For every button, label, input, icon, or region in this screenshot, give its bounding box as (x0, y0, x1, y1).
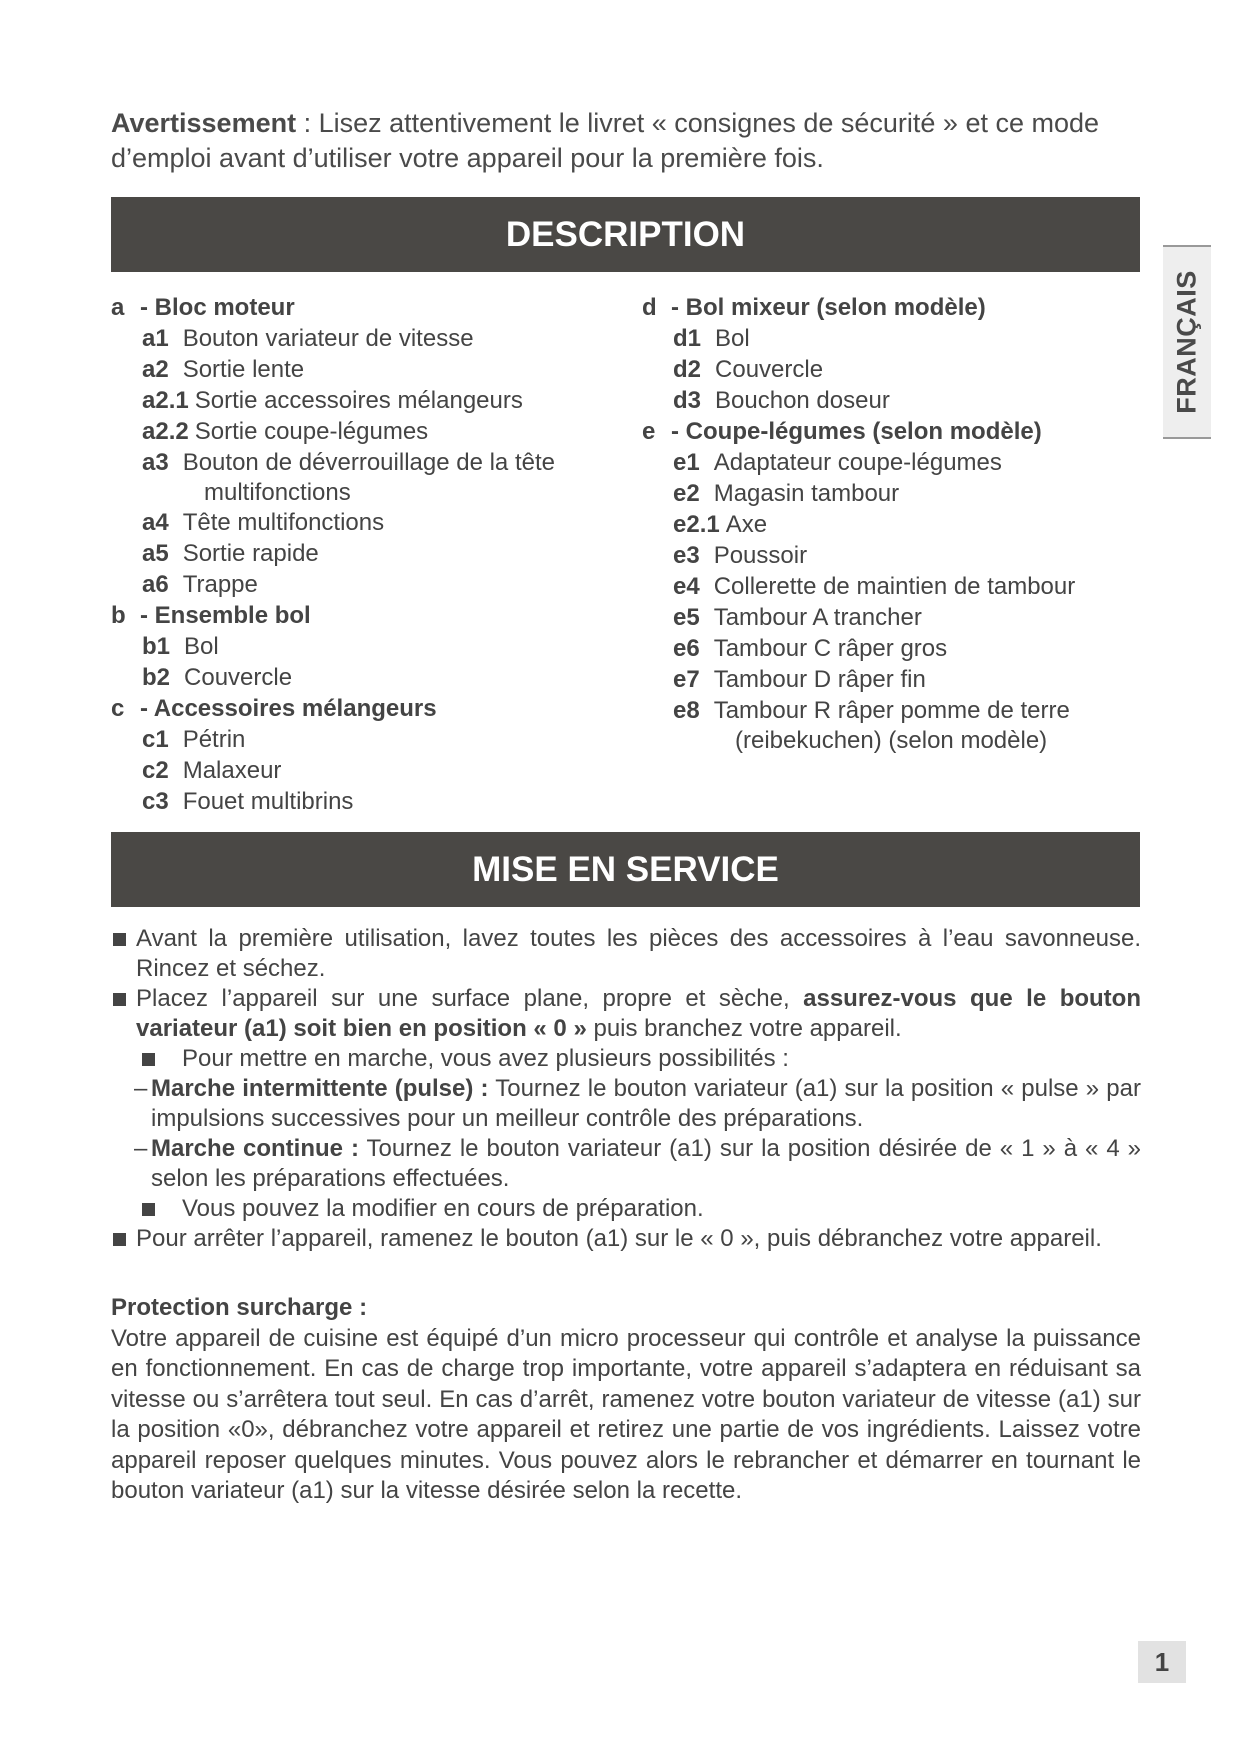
bullet-item (111, 984, 1141, 1044)
bullet-text: Vous pouvez la modifier en cours de préparation. (182, 1195, 704, 1222)
dash-text: Tournez le bouton variateur (a1) sur la position désirée de « 1 » à « 4 » selon les préparations effectuées. (151, 1135, 1142, 1192)
item-text: Trappe (182, 571, 258, 598)
dash-bold-text: Marche continue : (151, 1135, 359, 1162)
language-tab (1163, 245, 1211, 439)
list-item (111, 631, 555, 662)
item-key: a2.1 (142, 387, 189, 414)
item-text: Bouchon doseur (715, 387, 890, 414)
item-key: a6 (142, 571, 169, 598)
list-item (642, 602, 1075, 633)
item-text: Sortie coupe-légumes (194, 418, 429, 445)
item-text: Sortie lente (182, 356, 305, 383)
group-key: d (642, 294, 657, 321)
item-text: Couvercle (184, 664, 293, 691)
overload-protection-title: Protection surcharge : (111, 1294, 368, 1321)
bullet-text: Pour arrêter l’appareil, ramenez le bouton (a1) sur le « 0 », puis débranchez votre appareil. (136, 1225, 1102, 1252)
item-key: c3 (142, 788, 169, 815)
item-key: e6 (673, 635, 700, 662)
list-item (111, 786, 555, 817)
list-item (642, 509, 1075, 540)
item-key: a2.2 (142, 418, 189, 445)
item-key: a5 (142, 540, 169, 567)
bullet-item (111, 1044, 1141, 1074)
group-label: - Coupe-légumes (selon modèle) (671, 418, 1042, 445)
item-text: Magasin tambour (713, 480, 900, 507)
list-item-continuation: multifonctions (204, 479, 351, 506)
item-key: a4 (142, 509, 169, 536)
square-bullet-icon (142, 1053, 155, 1066)
group-label: - Bloc moteur (140, 294, 295, 321)
item-text: Couvercle (715, 356, 824, 383)
item-key: e3 (673, 542, 700, 569)
item-key: e8 (673, 697, 700, 724)
group-c (111, 693, 555, 724)
item-key: e2.1 (673, 511, 720, 538)
bullet-text: Pour mettre en marche, vous avez plusieurs possibilités : (182, 1045, 789, 1072)
bullet-text: Avant la première utilisation, lavez toutes les pièces des accessoires à l’eau savonneuse. Rincez et séchez. (136, 925, 1141, 982)
list-item (111, 507, 555, 538)
dash-item (111, 1074, 1141, 1134)
square-bullet-icon (113, 993, 126, 1006)
item-key: b2 (142, 664, 171, 691)
square-bullet-icon (142, 1203, 155, 1216)
warning-text: : Lisez attentivement le livret « consignes de sécurité » et ce mode d’emploi avant d’utiliser votre appareil pour la première fois. (111, 108, 1100, 173)
list-item (642, 571, 1075, 602)
list-item (642, 540, 1075, 571)
item-text: Pétrin (182, 726, 246, 753)
group-label: - Bol mixeur (selon modèle) (671, 294, 986, 321)
item-key: e2 (673, 480, 700, 507)
item-text: Tambour C râper gros (713, 635, 948, 662)
item-key: e7 (673, 666, 700, 693)
square-bullet-icon (113, 933, 126, 946)
group-e (642, 416, 1075, 447)
item-text: Axe (725, 511, 768, 538)
list-item (642, 354, 1075, 385)
item-text: Tambour D râper fin (713, 666, 926, 693)
list-item (111, 569, 555, 600)
safety-warning (111, 106, 1141, 176)
description-right-column (642, 292, 1075, 755)
dash-item (111, 1134, 1141, 1194)
group-b (111, 600, 555, 631)
item-key: d2 (673, 356, 702, 383)
item-text: Tambour R râper pomme de terre (713, 697, 1070, 724)
item-key: e1 (673, 449, 700, 476)
list-item (111, 724, 555, 755)
item-text: Bouton de déverrouillage de la tête (182, 449, 555, 476)
list-item (111, 354, 555, 385)
list-item (642, 447, 1075, 478)
mise-en-service-list (111, 924, 1141, 1254)
overload-protection-text: Votre appareil de cuisine est équipé d’un micro processeur qui contrôle et analyse la puissance en fonctionnement. En cas de charge trop importante, votre appareil s’adaptera en réduisant sa vitesse ou s’arrêtera tout seul. En cas d’arrêt, ramenez votre bouton variateur de vitesse (a1) sur la position «0», débranchez votre appareil et retirez une partie de vos ingrédients. Laissez votre appareil reposer quelques minutes. Vous pouvez alors le rebrancher et démarrer en tournant le bouton variateur (a1) sur la vitesse désirée selon la recette. (111, 1324, 1141, 1504)
item-key: e4 (673, 573, 700, 600)
language-tab-label: FRANÇAIS (1171, 270, 1202, 414)
bullet-item (111, 924, 1141, 984)
item-key: a1 (142, 325, 169, 352)
warning-label: Avertissement (111, 108, 297, 138)
list-item (111, 385, 555, 416)
list-item (642, 695, 1075, 726)
overload-protection (111, 1293, 1141, 1507)
bullet-item (111, 1224, 1141, 1254)
item-key: c1 (142, 726, 169, 753)
description-heading: DESCRIPTION (111, 197, 1140, 272)
page-number: 1 (1138, 1641, 1186, 1683)
item-key: a3 (142, 449, 169, 476)
group-key: b (111, 602, 126, 629)
group-label: - Ensemble bol (140, 602, 311, 629)
list-item (642, 664, 1075, 695)
mise-en-service-heading: MISE EN SERVICE (111, 832, 1140, 907)
item-key: b1 (142, 633, 171, 660)
item-text: Tambour A trancher (713, 604, 922, 631)
group-key: c (111, 695, 125, 722)
group-key: a (111, 294, 125, 321)
item-text: Fouet multibrins (182, 788, 354, 815)
item-text: Bouton variateur de vitesse (182, 325, 474, 352)
square-bullet-icon (113, 1233, 126, 1246)
item-text: Malaxeur (182, 757, 282, 784)
description-left-column (111, 292, 555, 817)
group-d (642, 292, 1075, 323)
list-item (642, 478, 1075, 509)
bullet-text: puis branchez votre appareil. (586, 1015, 902, 1042)
bullet-item (111, 1194, 1141, 1224)
item-key: d3 (673, 387, 702, 414)
list-item (642, 323, 1075, 354)
item-text: Tête multifonctions (182, 509, 385, 536)
item-key: d1 (673, 325, 702, 352)
dash-marker: – (134, 1075, 148, 1102)
list-item (642, 385, 1075, 416)
list-item (111, 662, 555, 693)
dash-bold-text: Marche intermittente (pulse) : (151, 1075, 489, 1102)
list-item (111, 755, 555, 786)
list-item (111, 323, 555, 354)
item-text: Sortie rapide (182, 540, 319, 567)
item-text: Poussoir (713, 542, 808, 569)
dash-marker: – (134, 1135, 148, 1162)
item-text: Sortie accessoires mélangeurs (194, 387, 523, 414)
group-key: e (642, 418, 656, 445)
item-key: c2 (142, 757, 169, 784)
bullet-text: Placez l’appareil sur une surface plane, propre et sèche, (136, 985, 804, 1012)
dash-text: Tournez le bouton variateur (a1) sur la position « pulse » par impulsions successives pour un meilleur contrôle des préparations. (151, 1075, 1141, 1132)
group-a (111, 292, 555, 323)
item-text: Collerette de maintien de tambour (713, 573, 1076, 600)
item-text: Bol (715, 325, 750, 352)
bullet-bold-text: assurez-vous que le bouton variateur (a1) soit bien en position « 0 » (136, 985, 1141, 1042)
list-item (111, 416, 555, 447)
item-key: a2 (142, 356, 169, 383)
item-text: Adaptateur coupe-légumes (713, 449, 1002, 476)
list-item (111, 538, 555, 569)
group-label: - Accessoires mélangeurs (140, 695, 437, 722)
list-item-continuation: (reibekuchen) (selon modèle) (735, 727, 1048, 754)
list-item (642, 633, 1075, 664)
list-item (111, 447, 555, 478)
item-text: Bol (184, 633, 219, 660)
item-key: e5 (673, 604, 700, 631)
